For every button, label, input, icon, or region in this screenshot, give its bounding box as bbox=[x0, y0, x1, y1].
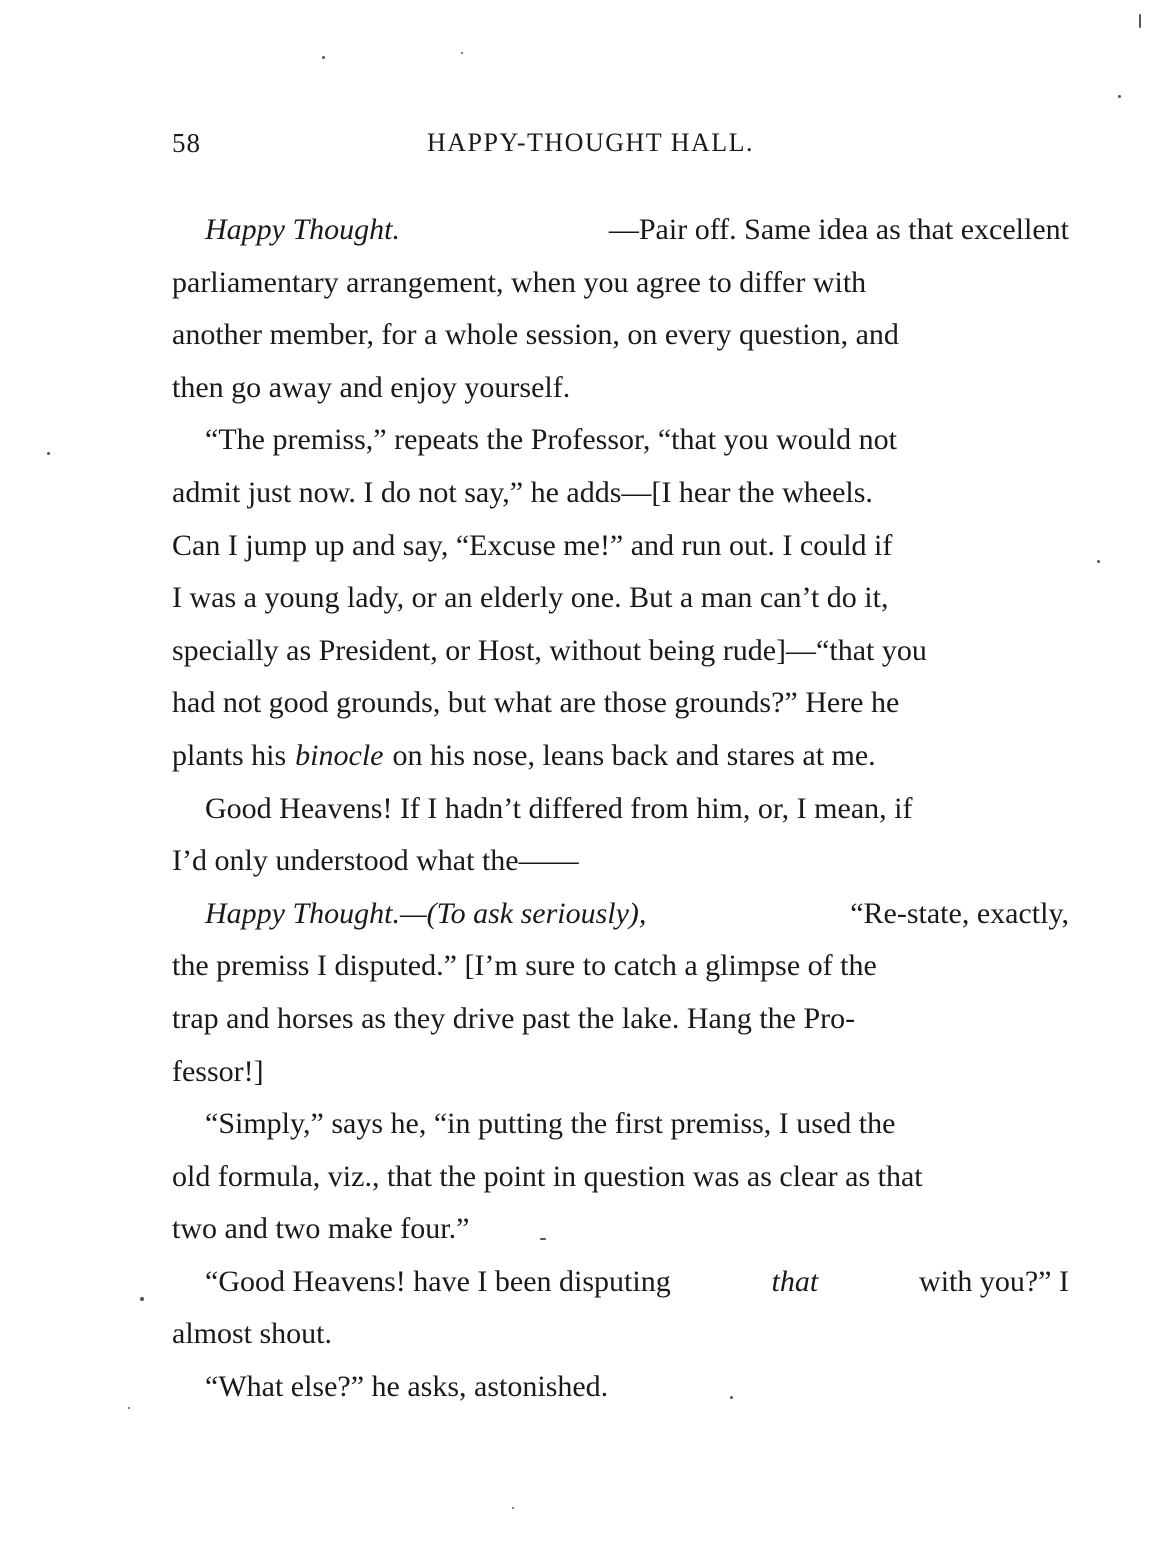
line-text: I was a young lady, or an elderly one. But a man can’t do it, bbox=[172, 581, 889, 615]
scan-speck bbox=[140, 1297, 144, 1301]
text-line bbox=[172, 940, 1069, 993]
text-line bbox=[172, 783, 1069, 836]
scan-speck bbox=[461, 52, 463, 54]
scan-speck bbox=[730, 1396, 733, 1399]
line-text: the premiss I disputed.” [I’m sure to catch a glimpse of the bbox=[172, 949, 877, 983]
line-text: “Simply,” says he, “in putting the first premiss, I used the bbox=[205, 1107, 896, 1141]
italic-text: Happy Thought. bbox=[205, 213, 400, 246]
text-line bbox=[172, 520, 1069, 573]
line-text: fessor!] bbox=[172, 1054, 264, 1088]
scan-speck bbox=[1139, 14, 1141, 28]
line-text: Can I jump up and say, “Excuse me!” and run out. I could if bbox=[172, 528, 893, 562]
text-line bbox=[172, 1308, 1069, 1361]
scan-speck bbox=[47, 452, 50, 455]
text-line bbox=[172, 309, 1069, 362]
line-text: trap and horses as they drive past the lake. Hang the Pro- bbox=[172, 1001, 856, 1035]
line-text: parliamentary arrangement, when you agree to differ with bbox=[172, 265, 867, 299]
scan-speck bbox=[322, 56, 325, 59]
line-text: another member, for a whole session, on every question, and bbox=[172, 318, 899, 352]
text-line bbox=[172, 362, 1069, 415]
scan-speck bbox=[128, 1407, 130, 1409]
text-line bbox=[172, 467, 1069, 520]
body-text bbox=[172, 204, 1069, 1414]
text-line bbox=[172, 835, 1069, 888]
running-title: HAPPY-THOUGHT HALL. bbox=[427, 128, 755, 157]
line-text: on his nose, leans back and stares at me. bbox=[392, 738, 876, 772]
line-text: almost shout. bbox=[172, 1317, 333, 1351]
scan-speck bbox=[512, 1507, 514, 1509]
text-line bbox=[172, 1361, 1069, 1414]
text-line bbox=[172, 1098, 1069, 1151]
text-line bbox=[172, 888, 1069, 941]
text-line bbox=[172, 1256, 1069, 1309]
page-number: 58 bbox=[172, 128, 201, 158]
text-line bbox=[172, 1046, 1069, 1099]
italic-text: Happy Thought.—(To ask seriously), bbox=[205, 896, 647, 930]
line-text: old formula, viz., that the point in question was as clear as that bbox=[172, 1159, 923, 1193]
line-text: “What else?” he asks, astonished. bbox=[205, 1370, 609, 1404]
line-text: then go away and enjoy yourself. bbox=[172, 370, 571, 404]
line-text: “Good Heavens! have I been disputing bbox=[205, 1264, 671, 1298]
line-text: plants his bbox=[172, 738, 287, 772]
page-header bbox=[172, 128, 1072, 168]
italic-text: that bbox=[771, 1264, 819, 1298]
line-text: I’d only understood what the—— bbox=[172, 844, 579, 878]
text-line bbox=[172, 204, 1069, 257]
scan-speck bbox=[1118, 95, 1121, 98]
text-line bbox=[172, 677, 1069, 730]
scan-speck bbox=[1097, 560, 1100, 563]
scan-speck bbox=[540, 1238, 546, 1240]
line-text: specially as President, or Host, without being rude]—“that you bbox=[172, 633, 927, 667]
line-text: “The premiss,” repeats the Professor, “that you would not bbox=[205, 423, 897, 457]
line-text: Good Heavens! If I hadn’t differed from him, or, I mean, if bbox=[205, 791, 913, 825]
line-text: had not good grounds, but what are those grounds?” Here he bbox=[172, 686, 900, 720]
text-line bbox=[172, 414, 1069, 467]
text-line bbox=[172, 730, 1069, 783]
text-line bbox=[172, 1151, 1069, 1204]
italic-text: binocle bbox=[295, 738, 384, 772]
line-text: admit just now. I do not say,” he adds—[I hear the wheels. bbox=[172, 475, 873, 509]
line-text: “Re-state, exactly, bbox=[850, 896, 1069, 930]
line-text: two and two make four.” bbox=[172, 1212, 470, 1246]
text-line bbox=[172, 625, 1069, 678]
text-line bbox=[172, 257, 1069, 310]
line-text: —Pair off. Same idea as that excellent bbox=[608, 213, 1069, 246]
text-line bbox=[172, 993, 1069, 1046]
text-line bbox=[172, 572, 1069, 625]
line-text: with you?” I bbox=[919, 1264, 1069, 1298]
text-line bbox=[172, 1203, 1069, 1256]
